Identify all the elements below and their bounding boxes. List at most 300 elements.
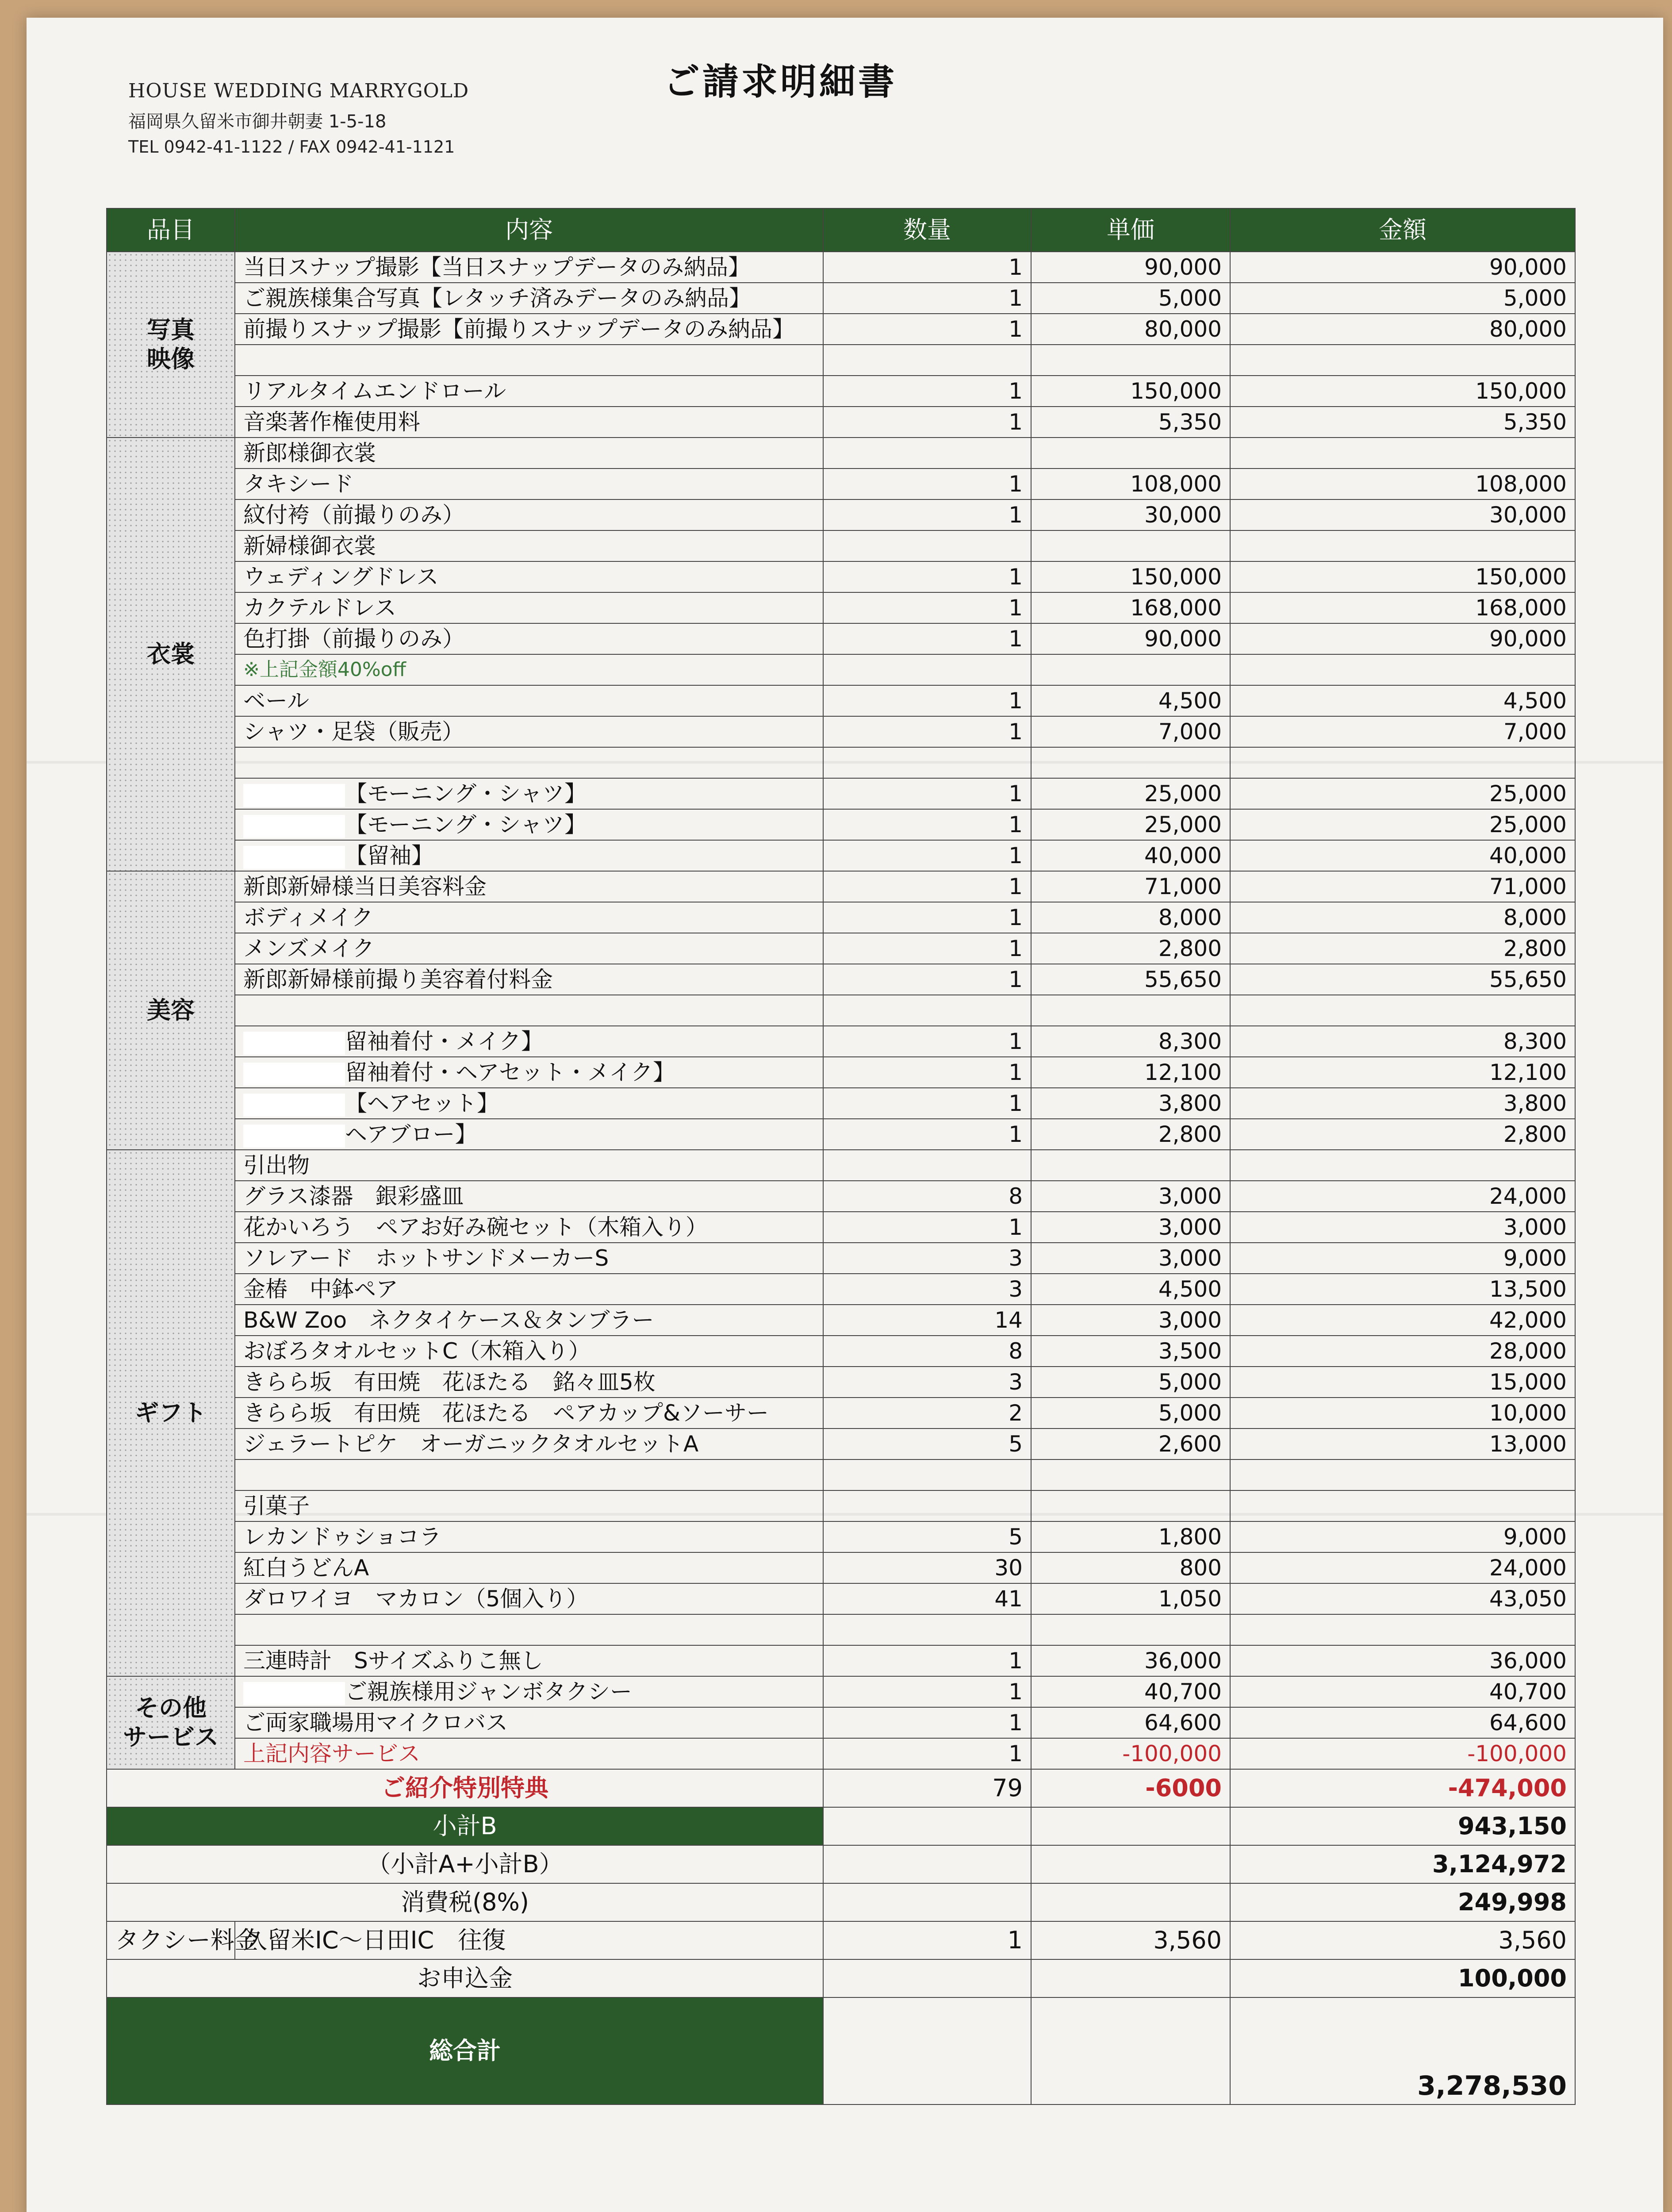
- table-row: [107, 685, 1575, 716]
- special-label: ご紹介特別特典: [107, 1769, 823, 1807]
- item-unit-price: 8,000: [1031, 902, 1230, 933]
- table-row: [107, 1088, 1575, 1119]
- item-content: [235, 1305, 823, 1336]
- subtotal-b-amount: 943,150: [1230, 1807, 1575, 1845]
- table-row: [107, 1150, 1575, 1181]
- item-quantity: 1: [823, 376, 1031, 407]
- item-amount: 3,000: [1230, 1212, 1575, 1243]
- table-row: [107, 1274, 1575, 1305]
- table-row: [107, 1429, 1575, 1459]
- table-row: [107, 530, 1575, 561]
- item-quantity: 1: [823, 1088, 1031, 1119]
- item-content-text: 金椿 中鉢ペア: [243, 1276, 398, 1302]
- item-content: [235, 778, 823, 809]
- item-amount: 24,000: [1230, 1552, 1575, 1583]
- table-row: [107, 1212, 1575, 1243]
- item-content-text: 色打掛（前撮りのみ）: [243, 626, 464, 652]
- invoice-table: [106, 208, 1576, 2105]
- item-content-text: 新郎新婦様当日美容料金: [243, 874, 487, 899]
- item-content: [235, 1181, 823, 1212]
- item-amount: 24,000: [1230, 1181, 1575, 1212]
- item-quantity: 1: [823, 561, 1031, 592]
- table-row: [107, 1707, 1575, 1738]
- table-row: [107, 995, 1575, 1026]
- item-content: [235, 1398, 823, 1429]
- item-amount: 5,350: [1230, 407, 1575, 438]
- item-content: [235, 252, 823, 283]
- item-amount: [1230, 747, 1575, 778]
- company-block: [128, 80, 469, 157]
- item-quantity: 1: [823, 1212, 1031, 1243]
- subtotal-b-label: 小計B: [107, 1807, 823, 1845]
- item-content: [235, 345, 823, 376]
- category-photo: 写真 映像: [107, 252, 235, 438]
- table-row: [107, 1119, 1575, 1150]
- category-costume: 衣裳: [107, 438, 235, 871]
- item-unit-price: 25,000: [1031, 778, 1230, 809]
- item-quantity: 1: [823, 778, 1031, 809]
- item-unit-price: 5,350: [1031, 407, 1230, 438]
- item-content-text: 音楽著作権使用料: [243, 409, 420, 435]
- item-content-text: 新郎新婦様前撮り美容着付料金: [243, 967, 553, 992]
- item-quantity: 1: [823, 499, 1031, 530]
- table-row: [107, 283, 1575, 314]
- item-unit-price: 36,000: [1031, 1645, 1230, 1676]
- item-quantity: 3: [823, 1274, 1031, 1305]
- item-quantity: 30: [823, 1552, 1031, 1583]
- grand-total-row: [107, 1997, 1575, 2104]
- item-content: [235, 1429, 823, 1459]
- table-row: [107, 1026, 1575, 1057]
- item-content-text: 三連時計 Sサイズふりこ無し: [243, 1648, 543, 1674]
- item-content-text: B&W Zoo ネクタイケース＆タンブラー: [243, 1307, 654, 1333]
- item-content-text: 上記内容サービス: [243, 1741, 420, 1767]
- item-content-text: 【モーニング・シャツ】: [345, 781, 587, 806]
- item-content-text: ご両家職場用マイクロバス: [243, 1710, 508, 1736]
- item-quantity: 1: [823, 1645, 1031, 1676]
- item-amount: 80,000: [1230, 314, 1575, 345]
- item-quantity: [823, 1459, 1031, 1490]
- item-content: [235, 685, 823, 716]
- item-quantity: 1: [823, 592, 1031, 623]
- item-content-text: 【モーニング・シャツ】: [345, 812, 587, 837]
- item-content: [235, 964, 823, 995]
- item-content: [235, 871, 823, 902]
- item-amount: 40,700: [1230, 1676, 1575, 1707]
- item-content-text: グラス漆器 銀彩盛皿: [243, 1183, 464, 1209]
- tax-amount: 249,998: [1230, 1883, 1575, 1921]
- item-unit-price: 30,000: [1031, 499, 1230, 530]
- item-content: [235, 407, 823, 438]
- item-quantity: [823, 654, 1031, 685]
- item-content-text: カクテルドレス: [243, 595, 396, 621]
- company-tel: TEL 0942-41-1122 / FAX 0942-41-1121: [128, 137, 455, 157]
- item-content-text: 紋付袴（前撮りのみ）: [243, 502, 464, 528]
- item-unit-price: [1031, 1459, 1230, 1490]
- item-content-text: メンズメイク: [243, 936, 375, 961]
- item-quantity: 8: [823, 1181, 1031, 1212]
- header-quantity: 数量: [823, 208, 1031, 252]
- item-content: [235, 1274, 823, 1305]
- item-quantity: 8: [823, 1336, 1031, 1367]
- item-content: [235, 1521, 823, 1552]
- item-quantity: 1: [823, 933, 1031, 964]
- category-other: その他 サービス: [107, 1676, 235, 1769]
- item-content-text: タキシード: [243, 471, 354, 497]
- taxi-row: [107, 1921, 1575, 1959]
- item-unit-price: 71,000: [1031, 871, 1230, 902]
- item-unit-price: 4,500: [1031, 685, 1230, 716]
- table-row: [107, 345, 1575, 376]
- table-row: [107, 1398, 1575, 1429]
- item-amount: 168,000: [1230, 592, 1575, 623]
- company-name: HOUSE WEDDING MARRYGOLD: [128, 80, 469, 102]
- item-content: [235, 376, 823, 407]
- table-row: [107, 252, 1575, 283]
- empty-cell: [1031, 1883, 1230, 1921]
- table-row: [107, 654, 1575, 685]
- subtotal-ab-amount: 3,124,972: [1230, 1845, 1575, 1883]
- item-content: [235, 314, 823, 345]
- header-content: 内容: [235, 208, 823, 252]
- item-quantity: 1: [823, 840, 1031, 871]
- item-content-text: リアルタイムエンドロール: [243, 378, 506, 404]
- item-unit-price: 3,000: [1031, 1181, 1230, 1212]
- redacted-name: [243, 1094, 345, 1117]
- item-quantity: 1: [823, 314, 1031, 345]
- item-content-text: 留袖着付・ヘアセット・メイク】: [345, 1060, 675, 1085]
- item-quantity: 1: [823, 407, 1031, 438]
- item-content: [235, 1243, 823, 1274]
- item-content-text: ジェラートピケ オーガニックタオルセットA: [243, 1431, 699, 1457]
- item-unit-price: [1031, 654, 1230, 685]
- item-quantity: [823, 747, 1031, 778]
- item-amount: 10,000: [1230, 1398, 1575, 1429]
- item-amount: 28,000: [1230, 1336, 1575, 1367]
- table-row: [107, 871, 1575, 902]
- item-amount: [1230, 1490, 1575, 1521]
- table-row: [107, 407, 1575, 438]
- item-content: [235, 1676, 823, 1707]
- item-unit-price: 7,000: [1031, 716, 1230, 747]
- item-quantity: 5: [823, 1429, 1031, 1459]
- table-row: [107, 1583, 1575, 1614]
- item-quantity: [823, 1490, 1031, 1521]
- item-unit-price: 90,000: [1031, 252, 1230, 283]
- item-quantity: 1: [823, 716, 1031, 747]
- item-unit-price: 3,000: [1031, 1243, 1230, 1274]
- item-unit-price: [1031, 1490, 1230, 1521]
- item-content-text: ボディメイク: [243, 905, 373, 930]
- item-content: [235, 1336, 823, 1367]
- subtotal-ab-label: （小計A+小計B）: [107, 1845, 823, 1883]
- item-content-text: ダロワイヨ マカロン（5個入り）: [243, 1586, 589, 1612]
- item-unit-price: [1031, 438, 1230, 469]
- empty-cell: [823, 1997, 1031, 2104]
- item-unit-price: 1,050: [1031, 1583, 1230, 1614]
- table-header-row: [107, 208, 1575, 252]
- table-row: [107, 623, 1575, 654]
- item-amount: [1230, 345, 1575, 376]
- table-row: [107, 1614, 1575, 1645]
- item-quantity: 3: [823, 1243, 1031, 1274]
- deposit-amount: 100,000: [1230, 1959, 1575, 1997]
- item-unit-price: [1031, 747, 1230, 778]
- subtotal-b-row: [107, 1807, 1575, 1845]
- item-content: [235, 1707, 823, 1738]
- item-quantity: 1: [823, 469, 1031, 499]
- table-row: [107, 1305, 1575, 1336]
- item-content-text: シャツ・足袋（販売）: [243, 719, 464, 745]
- item-content: [235, 469, 823, 499]
- table-row: [107, 964, 1575, 995]
- item-content: [235, 840, 823, 871]
- item-content: [235, 1367, 823, 1398]
- item-content: [235, 1552, 823, 1583]
- table-row: [107, 1521, 1575, 1552]
- item-content: [235, 747, 823, 778]
- item-content-text: ヘアブロー】: [345, 1121, 477, 1147]
- special-unit-price: -6000: [1031, 1769, 1230, 1807]
- item-unit-price: 90,000: [1031, 623, 1230, 654]
- item-unit-price: [1031, 995, 1230, 1026]
- item-amount: 25,000: [1230, 778, 1575, 809]
- redacted-name: [243, 1063, 345, 1086]
- table-row: [107, 1490, 1575, 1521]
- item-quantity: 5: [823, 1521, 1031, 1552]
- item-unit-price: 64,600: [1031, 1707, 1230, 1738]
- table-row: [107, 809, 1575, 840]
- item-quantity: 1: [823, 283, 1031, 314]
- item-content-text: 前撮りスナップ撮影【前撮りスナップデータのみ納品】: [243, 316, 794, 342]
- item-content: [235, 902, 823, 933]
- item-quantity: 1: [823, 1707, 1031, 1738]
- item-quantity: 1: [823, 1676, 1031, 1707]
- item-amount: 9,000: [1230, 1521, 1575, 1552]
- item-quantity: 1: [823, 1738, 1031, 1769]
- item-content: [235, 530, 823, 561]
- table-row: [107, 1057, 1575, 1088]
- taxi-label: タクシー料金: [107, 1921, 235, 1959]
- item-content-text: 留袖着付・メイク】: [345, 1029, 543, 1054]
- item-amount: 5,000: [1230, 283, 1575, 314]
- item-content-text: 花かいろう ペアお好み碗セット（木箱入り）: [243, 1214, 708, 1240]
- item-amount: 13,000: [1230, 1429, 1575, 1459]
- item-unit-price: [1031, 530, 1230, 561]
- item-amount: [1230, 530, 1575, 561]
- item-content-text: ご親族様集合写真【レタッチ済みデータのみ納品】: [243, 285, 751, 311]
- table-row: [107, 1552, 1575, 1583]
- item-content: [235, 1583, 823, 1614]
- item-amount: [1230, 1459, 1575, 1490]
- item-quantity: 1: [823, 1057, 1031, 1088]
- item-content: [235, 623, 823, 654]
- redacted-name: [243, 1032, 345, 1055]
- item-unit-price: 108,000: [1031, 469, 1230, 499]
- item-unit-price: 3,000: [1031, 1305, 1230, 1336]
- item-quantity: 1: [823, 252, 1031, 283]
- item-quantity: [823, 1614, 1031, 1645]
- item-amount: 150,000: [1230, 561, 1575, 592]
- redacted-name: [243, 815, 345, 838]
- header-amount: 金額: [1230, 208, 1575, 252]
- item-amount: 12,100: [1230, 1057, 1575, 1088]
- item-unit-price: 80,000: [1031, 314, 1230, 345]
- table-row: [107, 1738, 1575, 1769]
- item-content: [235, 1738, 823, 1769]
- item-amount: 25,000: [1230, 809, 1575, 840]
- item-content-text: 紅白うどんA: [243, 1555, 369, 1581]
- item-amount: 40,000: [1230, 840, 1575, 871]
- empty-cell: [1031, 1807, 1230, 1845]
- header-category: 品目: [107, 208, 235, 252]
- item-unit-price: 2,800: [1031, 1119, 1230, 1150]
- item-amount: 15,000: [1230, 1367, 1575, 1398]
- item-content-text: 引菓子: [243, 1493, 310, 1519]
- empty-cell: [1031, 1959, 1230, 1997]
- item-unit-price: 3,000: [1031, 1212, 1230, 1243]
- special-quantity: 79: [823, 1769, 1031, 1807]
- item-unit-price: 25,000: [1031, 809, 1230, 840]
- table-row: [107, 1676, 1575, 1707]
- item-content: [235, 592, 823, 623]
- empty-cell: [823, 1959, 1031, 1997]
- subtotal-ab-row: [107, 1845, 1575, 1883]
- item-content-text: 【留袖】: [345, 843, 433, 868]
- item-unit-price: 40,000: [1031, 840, 1230, 871]
- item-content-text: ウェディングドレス: [243, 564, 439, 590]
- item-quantity: 1: [823, 809, 1031, 840]
- item-unit-price: 5,000: [1031, 1398, 1230, 1429]
- item-quantity: 1: [823, 902, 1031, 933]
- item-amount: 90,000: [1230, 252, 1575, 283]
- item-quantity: 1: [823, 1119, 1031, 1150]
- table-row: [107, 469, 1575, 499]
- item-quantity: [823, 1150, 1031, 1181]
- table-row: [107, 592, 1575, 623]
- table-row: [107, 314, 1575, 345]
- item-amount: 30,000: [1230, 499, 1575, 530]
- item-content: [235, 933, 823, 964]
- category-beauty: 美容: [107, 871, 235, 1150]
- item-content-text: レカンドゥショコラ: [243, 1524, 441, 1550]
- header-unit-price: 単価: [1031, 208, 1230, 252]
- item-amount: [1230, 995, 1575, 1026]
- item-content-text: ※上記金額40%off: [243, 658, 406, 681]
- item-content: [235, 995, 823, 1026]
- item-quantity: 1: [823, 623, 1031, 654]
- table-row: [107, 1336, 1575, 1367]
- item-amount: 13,500: [1230, 1274, 1575, 1305]
- item-content-text: 新婦様御衣裳: [243, 533, 376, 559]
- item-unit-price: [1031, 1150, 1230, 1181]
- item-quantity: 2: [823, 1398, 1031, 1429]
- item-content-text: ベール: [243, 688, 309, 714]
- taxi-quantity: 1: [823, 1921, 1031, 1959]
- table-row: [107, 376, 1575, 407]
- item-unit-price: 5,000: [1031, 1367, 1230, 1398]
- item-unit-price: [1031, 1614, 1230, 1645]
- item-content: [235, 283, 823, 314]
- special-row: [107, 1769, 1575, 1807]
- item-amount: [1230, 438, 1575, 469]
- item-unit-price: 150,000: [1031, 561, 1230, 592]
- item-content: [235, 716, 823, 747]
- item-unit-price: 5,000: [1031, 283, 1230, 314]
- item-amount: 108,000: [1230, 469, 1575, 499]
- table-row: [107, 1181, 1575, 1212]
- item-amount: [1230, 1614, 1575, 1645]
- tax-row: [107, 1883, 1575, 1921]
- item-content: [235, 1212, 823, 1243]
- item-unit-price: -100,000: [1031, 1738, 1230, 1769]
- table-row: [107, 716, 1575, 747]
- item-unit-price: 1,800: [1031, 1521, 1230, 1552]
- item-amount: 71,000: [1230, 871, 1575, 902]
- item-amount: 2,800: [1230, 1119, 1575, 1150]
- item-amount: 9,000: [1230, 1243, 1575, 1274]
- item-content-text: 【ヘアセット】: [345, 1091, 499, 1116]
- taxi-amount: 3,560: [1230, 1921, 1575, 1959]
- item-amount: [1230, 1150, 1575, 1181]
- redacted-name: [243, 1682, 345, 1705]
- item-amount: 2,800: [1230, 933, 1575, 964]
- item-amount: [1230, 654, 1575, 685]
- empty-cell: [823, 1845, 1031, 1883]
- grand-total-amount: 3,278,530: [1230, 1997, 1575, 2104]
- item-content-text: おぼろタオルセットC（木箱入り）: [243, 1338, 591, 1364]
- table-row: [107, 1459, 1575, 1490]
- item-content: [235, 561, 823, 592]
- table-row: [107, 902, 1575, 933]
- item-unit-price: 3,500: [1031, 1336, 1230, 1367]
- document-title: ご請求明細書: [663, 61, 897, 103]
- item-quantity: [823, 438, 1031, 469]
- item-content: [235, 1088, 823, 1119]
- table-row: [107, 438, 1575, 469]
- table-row: [107, 1243, 1575, 1274]
- table-row: [107, 561, 1575, 592]
- table-row: [107, 1645, 1575, 1676]
- item-quantity: 1: [823, 964, 1031, 995]
- item-amount: 4,500: [1230, 685, 1575, 716]
- item-unit-price: 4,500: [1031, 1274, 1230, 1305]
- table-row: [107, 747, 1575, 778]
- item-unit-price: 2,600: [1031, 1429, 1230, 1459]
- company-address: 福岡県久留米市御井朝妻 1-5-18: [128, 111, 387, 132]
- table-row: [107, 1367, 1575, 1398]
- item-amount: 43,050: [1230, 1583, 1575, 1614]
- item-content: [235, 438, 823, 469]
- item-amount: 42,000: [1230, 1305, 1575, 1336]
- empty-cell: [1031, 1997, 1230, 2104]
- redacted-name: [243, 1125, 345, 1148]
- item-content: [235, 654, 823, 685]
- item-content-text: きらら坂 有田焼 花ほたる 銘々皿5枚: [243, 1369, 656, 1395]
- taxi-content: 久留米IC～日田IC 往復: [235, 1921, 823, 1959]
- grand-total-label: 総合計: [107, 1997, 823, 2104]
- item-content-text: ソレアード ホットサンドメーカーS: [243, 1245, 609, 1271]
- item-unit-price: [1031, 345, 1230, 376]
- item-quantity: 14: [823, 1305, 1031, 1336]
- item-amount: 64,600: [1230, 1707, 1575, 1738]
- item-content: [235, 1459, 823, 1490]
- item-content-text: きらら坂 有田焼 花ほたる ペアカップ&ソーサー: [243, 1400, 769, 1426]
- taxi-unit-price: 3,560: [1031, 1921, 1230, 1959]
- item-quantity: 1: [823, 685, 1031, 716]
- item-unit-price: 168,000: [1031, 592, 1230, 623]
- item-unit-price: 40,700: [1031, 1676, 1230, 1707]
